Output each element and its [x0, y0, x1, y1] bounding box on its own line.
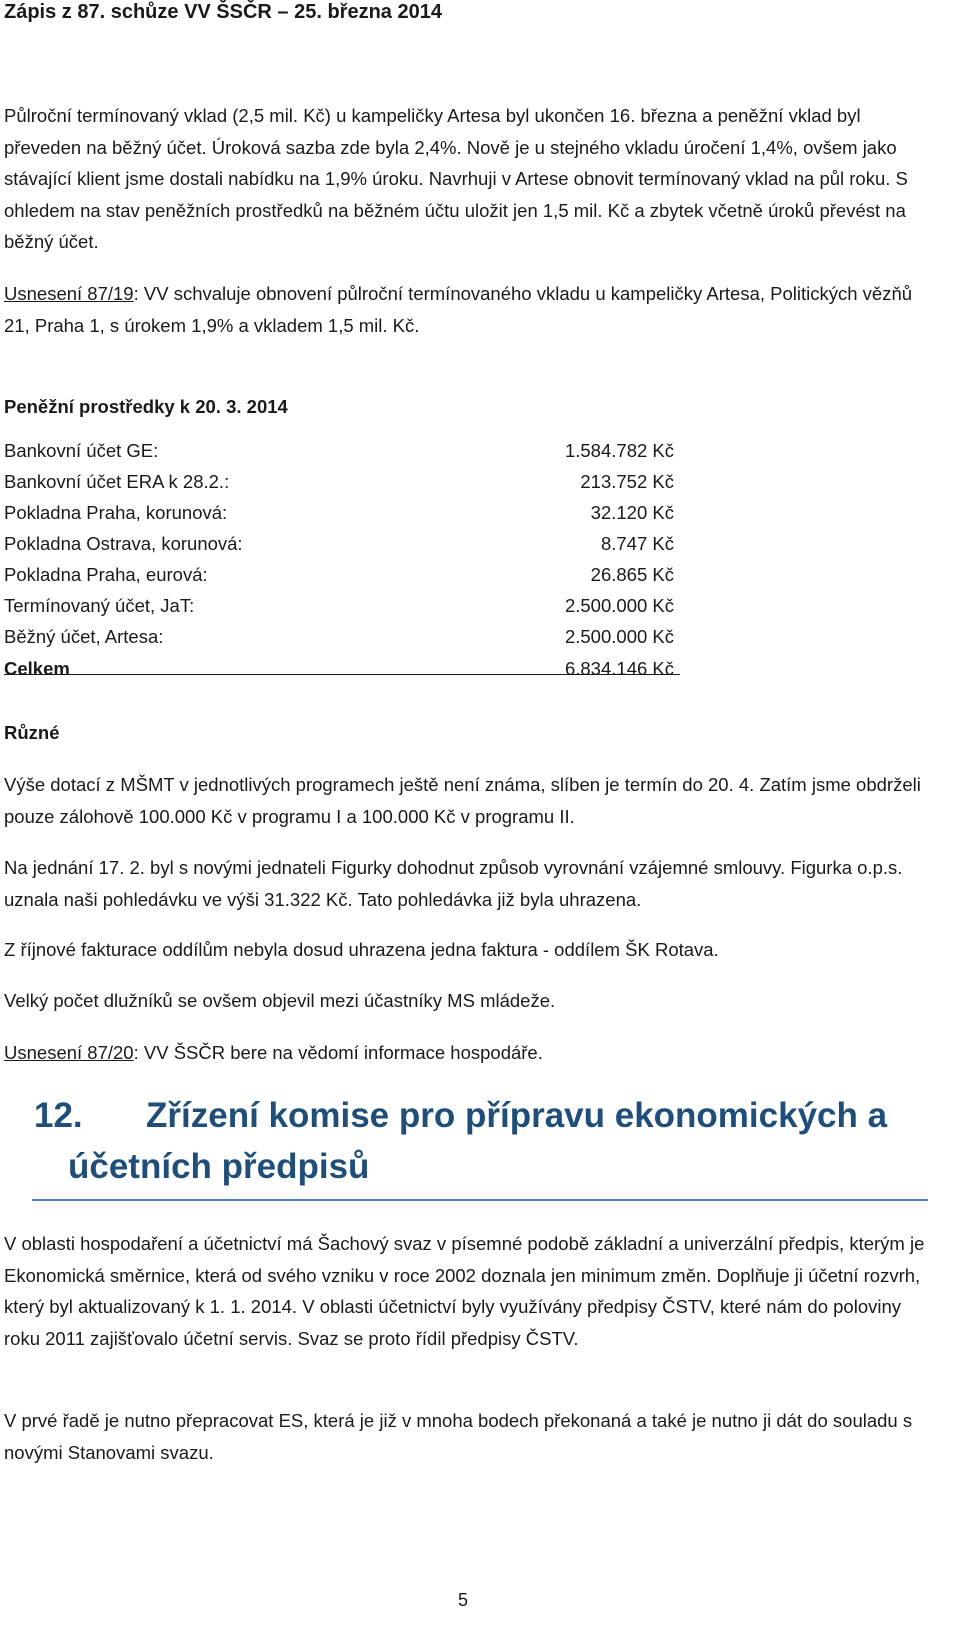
misc-paragraph-subsidies: Výše dotací z MŠMT v jednotlivých programech ještě není známa, slíben je termín do 20. 4. Zatím jsme obdrželi pouze zálohově 100.000 Kč v programu I a 100.000 Kč v programu II.	[4, 774, 921, 827]
finance-row-value: 2.500.000 Kč	[564, 626, 674, 647]
finance-row-label: Pokladna Praha, eurová:	[4, 564, 208, 585]
finance-row	[4, 467, 684, 497]
resolution-label: Usnesení 87/20	[4, 1042, 134, 1063]
resolution-87-19	[4, 278, 934, 341]
finance-row-value: 32.120 Kč	[590, 502, 674, 523]
finance-row	[4, 436, 684, 466]
misc-paragraph-invoicing: Z říjnové fakturace oddílům nebyla dosud uhrazena jedna faktura - oddílem ŠK Rotava.	[4, 939, 719, 960]
finance-total-value: 6.834.146 Kč	[564, 658, 674, 679]
finance-row-label: Běžný účet, Artesa:	[4, 626, 164, 647]
finance-row-label: Bankovní účet ERA k 28.2.:	[4, 471, 230, 492]
resolution-text: : VV schvaluje obnovení půlroční termínovaného vkladu u kampeličky Artesa, Politických vězňů 21, Praha 1, s úrokem 1,9% a vkladem 1,5 mil. Kč.	[4, 283, 913, 336]
finance-row-label: Termínovaný účet, JaT:	[4, 595, 195, 616]
page-number: 5	[457, 1590, 468, 1610]
finance-row-label: Pokladna Ostrava, korunová:	[4, 533, 243, 554]
resolution-text: : VV ŠSČR bere na vědomí informace hospodáře.	[133, 1042, 543, 1063]
section-title-line-2: účetních předpisů	[68, 1147, 370, 1186]
finance-heading: Peněžní prostředky k 20. 3. 2014	[4, 396, 288, 417]
section-number: 12.	[34, 1096, 83, 1135]
finance-row-value: 26.865 Kč	[590, 564, 674, 585]
finance-total-row	[4, 654, 684, 684]
section-12-paragraph-1: V oblasti hospodaření a účetnictví má Šachový svaz v písemné podobě základní a univerzální předpis, kterým je Ekonomická směrnice, která od svého vzniku v roce 2002 doznala jen minimum změn. Doplňuje ji účetní rozvrh, který byl aktualizovaný k 1. 1. 2014. V oblasti účetnictví byly využívány předpisy ČSTV, které nám do poloviny roku 2011 zajišťovalo účetní servis. Svaz se proto řídil předpisy ČSTV.	[4, 1233, 925, 1349]
resolution-label: Usnesení 87/19	[4, 283, 134, 304]
heading-underline	[32, 1199, 928, 1201]
intro-paragraph: Půlroční termínovaný vklad (2,5 mil. Kč) u kampeličky Artesa byl ukončen 16. března a peněžní vklad byl převeden na běžný účet. Úroková sazba zde byla 2,4%. Nově je u stejného vkladu úročení 1,4%, ovšem jako stávající klient jsme dostali nabídku na 1,9% úroku. Navrhuji v Artese obnovit termínovaný vklad na půl roku. S ohledem na stav peněžních prostředků na běžném účtu uložit jen 1,5 mil. Kč a zbytek včetně úroků převést na běžný účet.	[4, 105, 908, 252]
misc-paragraph-debtors: Velký počet dlužníků se ovšem objevil mezi účastníky MS mládeže.	[4, 990, 556, 1011]
misc-heading: Různé	[4, 722, 60, 743]
finance-row-value: 2.500.000 Kč	[564, 595, 674, 616]
finance-row-value: 8.747 Kč	[600, 533, 674, 554]
finance-row	[4, 498, 684, 528]
finance-row	[4, 591, 684, 621]
finance-total-label: Celkem	[4, 658, 70, 679]
finance-row	[4, 529, 684, 559]
finance-row-value: 1.584.782 Kč	[564, 440, 674, 461]
page-title: Zápis z 87. schůze VV ŠSČR – 25. března 2014	[4, 1, 442, 23]
finance-row	[4, 622, 684, 652]
finance-row	[4, 560, 684, 590]
misc-paragraph-figurka: Na jednání 17. 2. byl s novými jednateli Figurky dohodnut způsob vyrovnání vzájemné smlouvy. Figurka o.p.s. uznala naši pohledávku ve výši 31.322 Kč. Tato pohledávka již byla uhrazena.	[4, 857, 903, 910]
section-title-line-1: Zřízení komise pro přípravu ekonomických a	[146, 1096, 888, 1135]
finance-row-label: Bankovní účet GE:	[4, 440, 159, 461]
section-12-paragraph-2: V prvé řadě je nutno přepracovat ES, která je již v mnoha bodech překonaná a také je nutno ji dát do souladu s novými Stanovami svazu.	[4, 1410, 913, 1463]
finance-row-label: Pokladna Praha, korunová:	[4, 502, 228, 523]
finance-row-value: 213.752 Kč	[580, 471, 674, 492]
resolution-87-20	[4, 1037, 934, 1069]
